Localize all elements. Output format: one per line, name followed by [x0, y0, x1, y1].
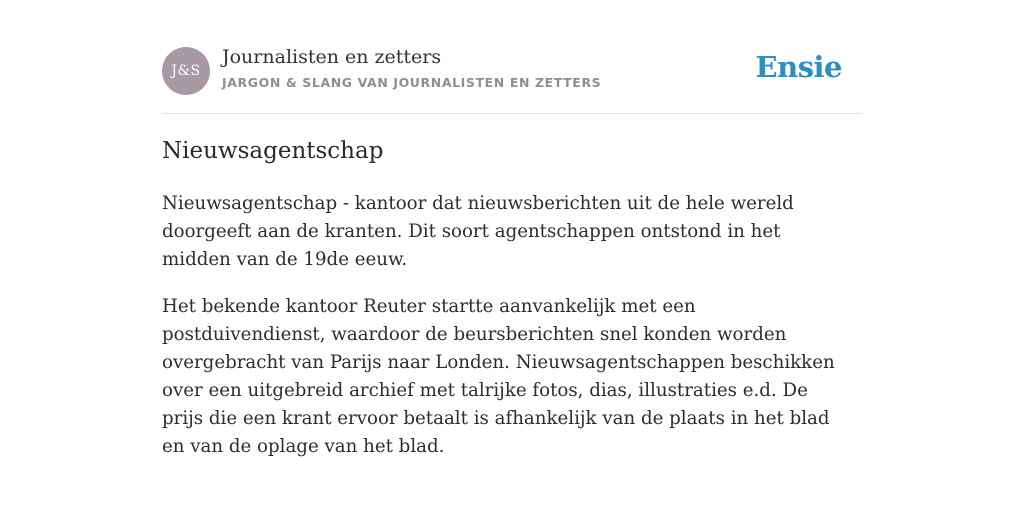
site-subtitle: JARGON & SLANG VAN JOURNALISTEN EN ZETTERS	[222, 75, 602, 90]
avatar[interactable]: J&S	[162, 47, 210, 95]
ensie-logo[interactable]: Ensie	[755, 50, 842, 84]
site-title[interactable]: Journalisten en zetters	[222, 46, 442, 68]
page-container	[162, 0, 862, 457]
article-paragraph-1: Nieuwsagentschap - kantoor dat nieuwsberichten uit de hele wereld doorgeeft aan de kranten. Dit soort agentschappen ontstond in het midden van de 19de eeuw.	[162, 193, 794, 270]
article-paragraph-2: Het bekende kantoor Reuter startte aanvankelijk met een postduivendienst, waardoor de beursberichten snel konden worden overgebracht van Parijs naar Londen. Nieuwsagentschappen beschikken over een uitgebreid archief met talrijke fotos, dias, illustraties e.d. De prijs die een krant ervoor betaalt is afhankelijk van de plaats in het blad en van de oplage van het blad.	[162, 296, 835, 457]
site-header	[162, 0, 862, 114]
article-title: Nieuwsagentschap	[162, 138, 384, 164]
